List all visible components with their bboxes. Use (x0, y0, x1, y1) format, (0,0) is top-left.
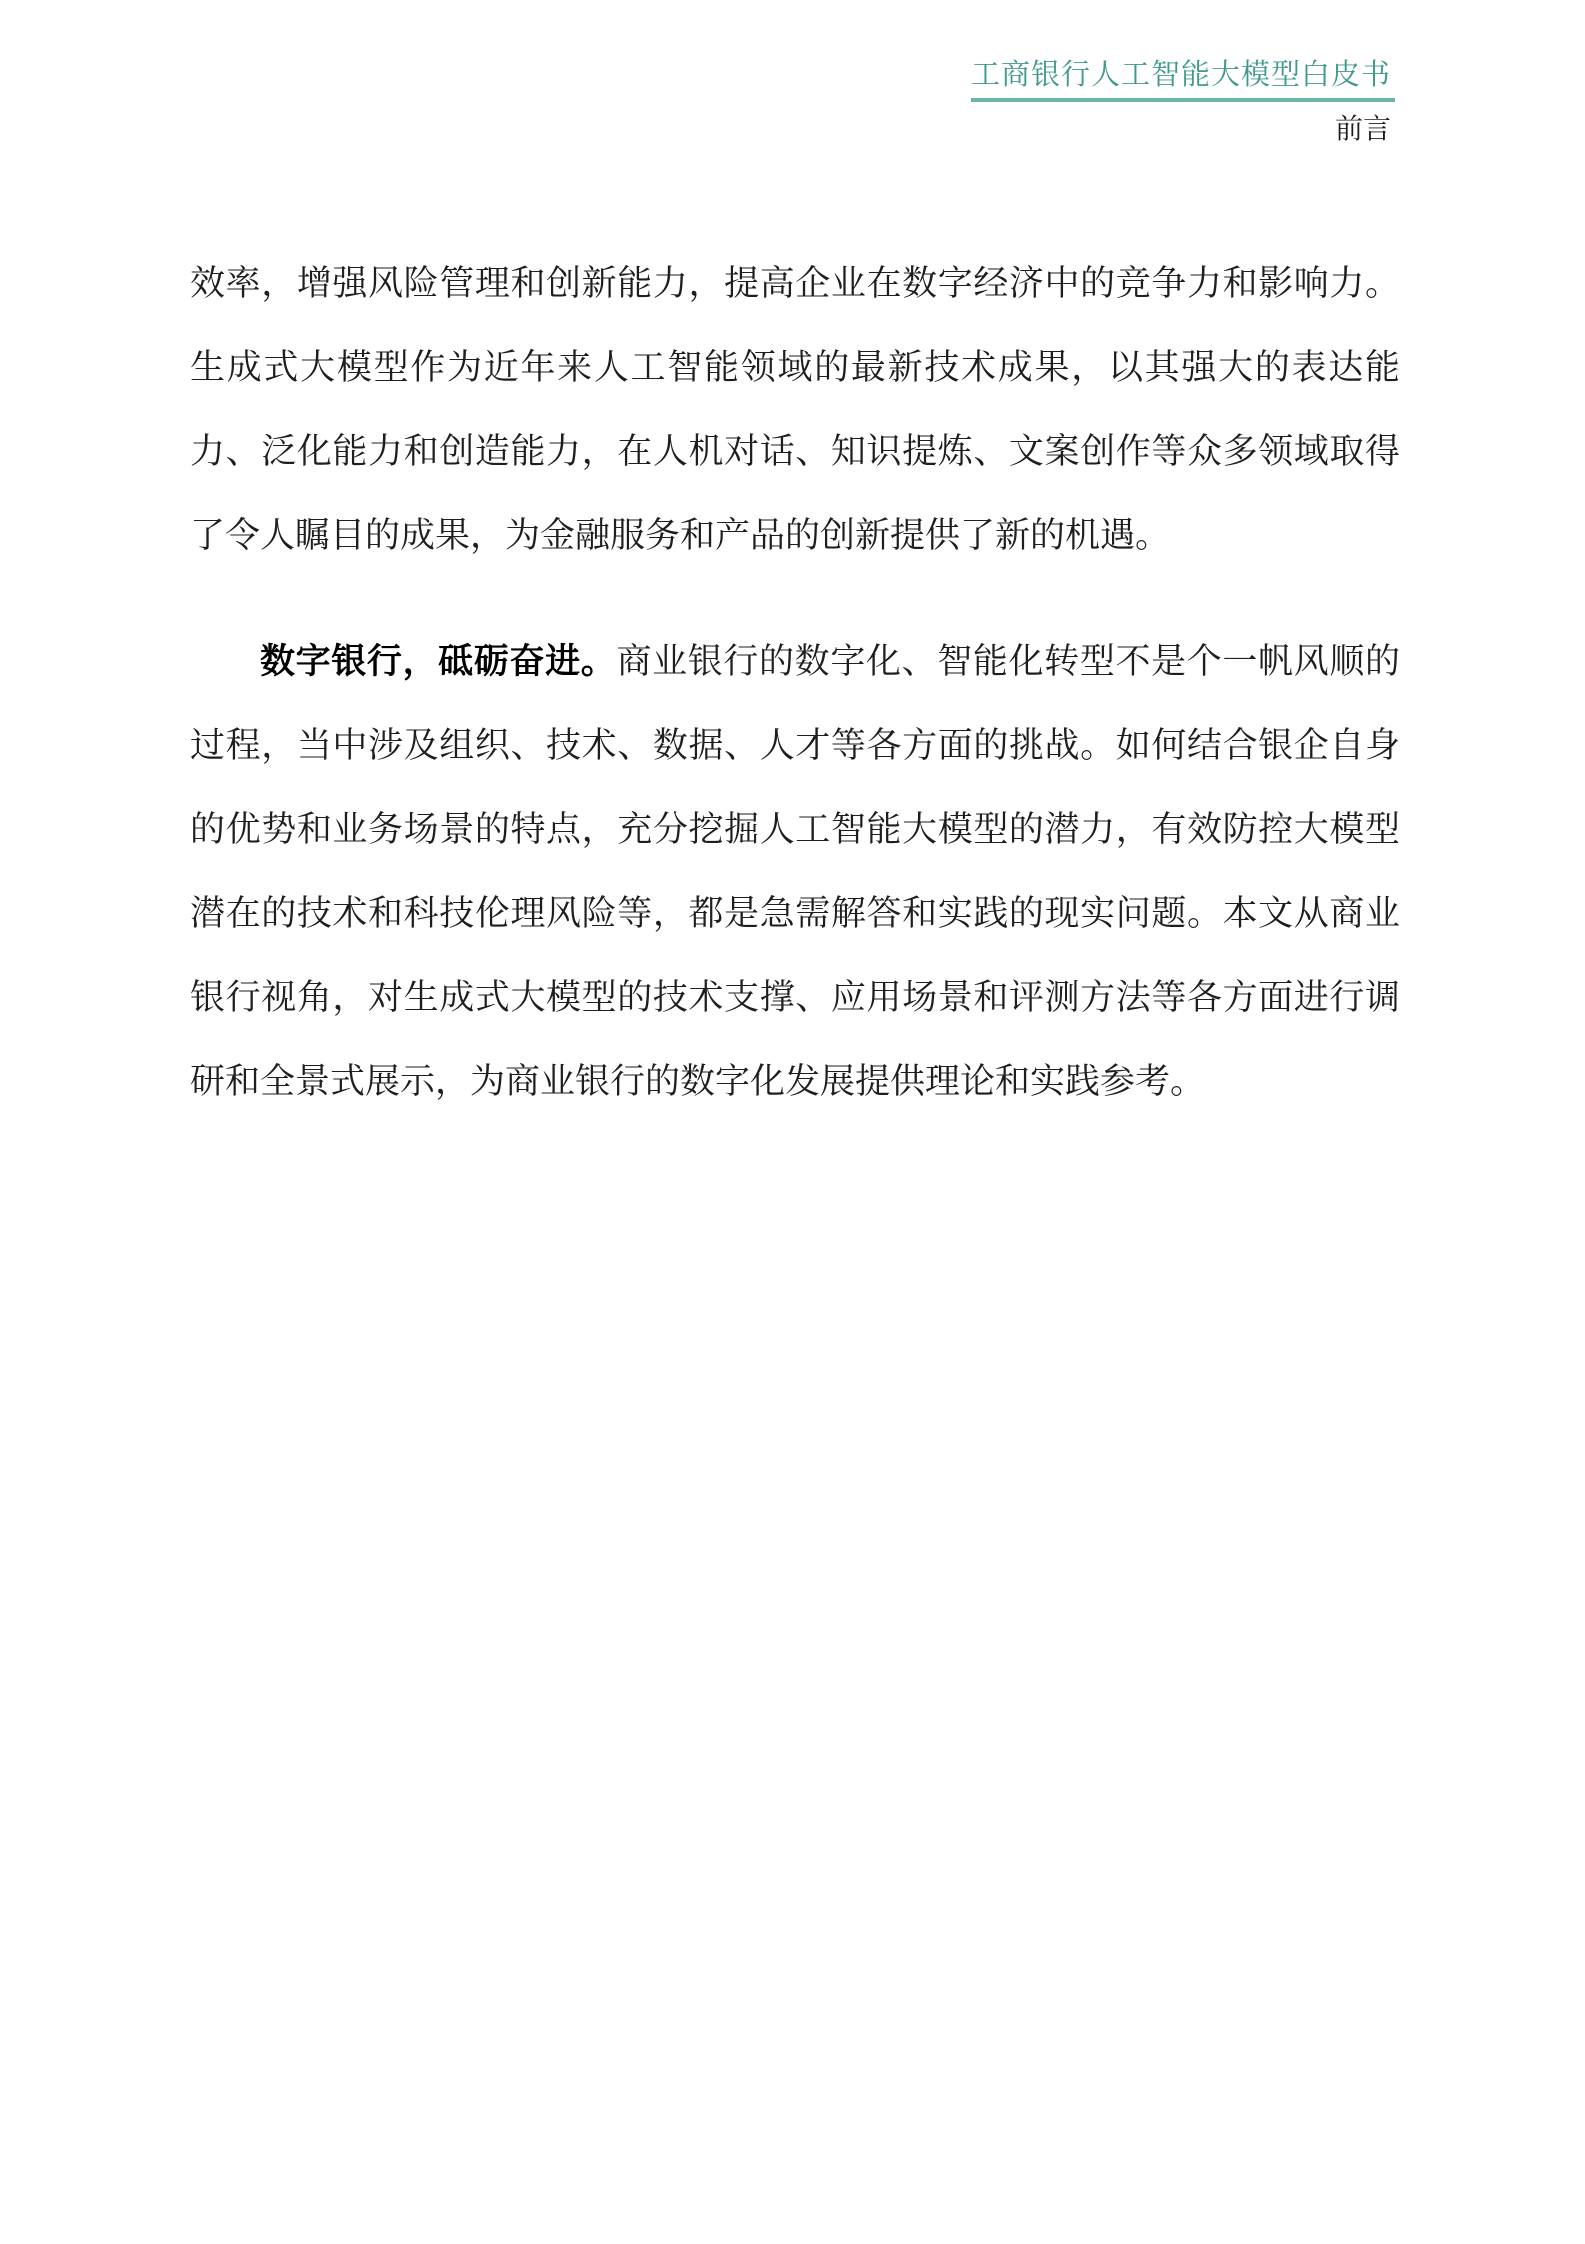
section-title: 前言 (1334, 112, 1391, 145)
page-header (971, 56, 1395, 146)
main-content (190, 242, 1400, 1124)
document-title: 工商银行人工智能大模型白皮书 (971, 56, 1395, 102)
paragraph-2 (190, 620, 1400, 1124)
paragraph-1: 效率，增强风险管理和创新能力，提高企业在数字经济中的竞争力和影响力。生成式大模型作为近年来人工智能领域的最新技术成果，以其强大的表达能力、泛化能力和创造能力，在人机对话、知识提炼、文案创作等众多领域取得了令人瞩目的成果，为金融服务和产品的创新提供了新的机遇。 (190, 264, 1400, 556)
paragraph-2-body: 商业银行的数字化、智能化转型不是个一帆风顺的过程，当中涉及组织、技术、数据、人才等各方面的挑战。如何结合银企自身的优势和业务场景的特点，充分挖掘人工智能大模型的潜力，有效防控大模型潜在的技术和科技伦理风险等，都是急需解答和实践的现实问题。本文从商业银行视角，对生成式大模型的技术支撑、应用场景和评测方法等各方面进行调研和全景式展示，为商业银行的数字化发展提供理论和实践参考。 (190, 642, 1400, 1102)
paragraph-2-lead: 数字银行，砥砺奋进。 (260, 642, 617, 682)
